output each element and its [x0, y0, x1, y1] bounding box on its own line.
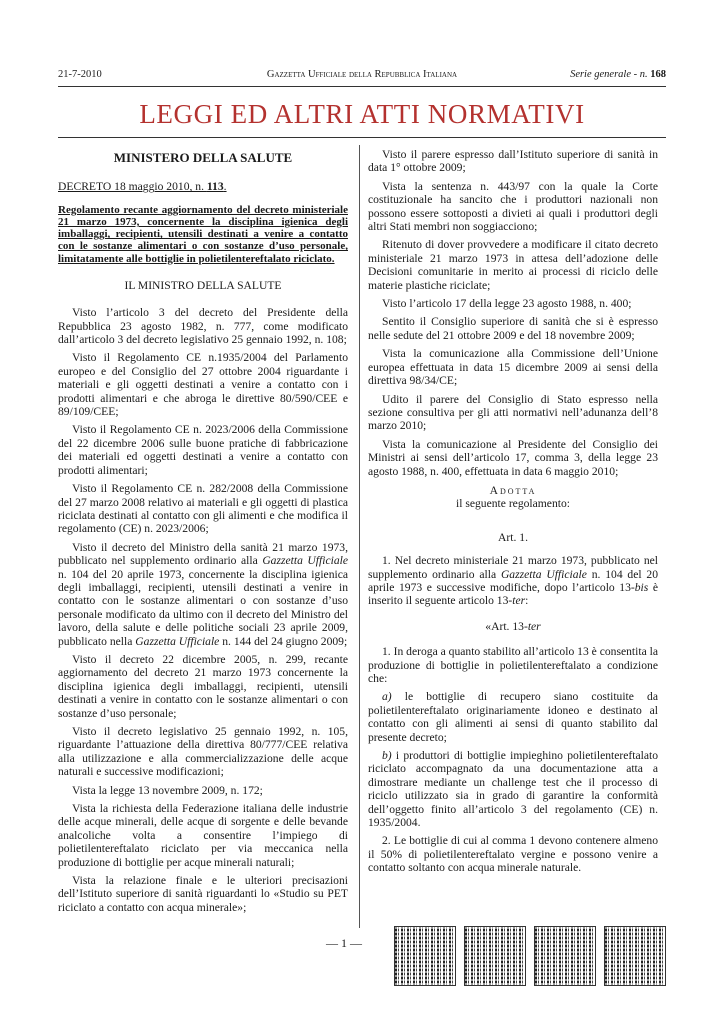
adotta-heading: Adotta: [489, 483, 537, 497]
recital-14: Visto l’articolo 17 della legge 23 agosto 1988, n. 400;: [382, 297, 632, 311]
decree-subject: Regolamento recante aggiornamento del decreto ministeriale 21 marzo 1973, concernente la disciplina igienica degli imballaggi, recipienti, utensili destinati a venire a contatto con le sostanze alimentari o con sostanze d’uso personale, limitatamente alle bottiglie in polietilentereftalato riciclato.: [58, 203, 348, 265]
decree-date: DECRETO 18 maggio 2010, n.: [58, 180, 207, 194]
article-1-text-b: n. 104 del 20 aprile 1973 e successive modifiche, dopo l’articolo 13-: [368, 567, 659, 594]
title-rule: [58, 137, 666, 138]
article-1-text: [368, 554, 658, 608]
recital-9: Vista la richiesta della Federazione italiana delle industrie delle acque minerali, delle acque di sorgente e delle bevande analcoliche volta a consentire l’impiego di polietilentereftalato riciclato per via meccanica nella produzione di bottiglie per acque minerali naturali;: [58, 802, 348, 869]
comma-2: 2. Le bottiglie di cui al comma 1 devono contenere almeno il 50% di polietilentereftalato vergine e possono venire a contatto soltanto con acqua minerale naturale.: [368, 834, 658, 875]
article-13ter-prefix: «Art. 13-: [485, 619, 528, 633]
recital-2: Visto il Regolamento CE n.1935/2004 del Parlamento europeo e del Consiglio del 27 ottobre 2004 riguardante i materiali e gli oggetti destinati a venire a contatto con i prodotti alimentari e che abroga le direttive 80/590/CEE e 89/109/CEE;: [58, 351, 348, 419]
left-column: [58, 148, 348, 919]
datamatrix-code-4: [604, 926, 666, 986]
issue-date: 21-7-2010: [58, 69, 102, 80]
recital-11: Visto il parere espresso dall’Istituto superiore di sanità in data 1° ottobre 2009;: [368, 148, 658, 175]
recital-4: Visto il Regolamento CE n. 282/2008 della Commissione del 27 marzo 2008 relativo ai materiali e gli oggetti di plastica riciclata destinati al contatto con gli alimenti e che modifica il regolamento (CE) n. 2023/2006;: [58, 482, 348, 536]
recital-13: Ritenuto di dover provvedere a modificare il citato decreto ministeriale 21 marzo 1973 in attesa dell’adozione delle Decisioni comunitarie in merito ai processi di riciclo delle materie plastiche riciclate;: [368, 238, 658, 292]
column-divider: [359, 145, 360, 928]
recital-3: Visto il Regolamento CE n. 2023/2006 della Commissione del 22 dicembre 2006 sulle buone pratiche di fabbricazione dei materiali ed oggetti destinati a venire a contatto con prodotti alimentari;: [58, 423, 348, 477]
comma-1-a-label: a): [382, 690, 392, 704]
comma-1-b-label: b): [382, 749, 392, 763]
article-13ter-heading: [368, 620, 658, 633]
datamatrix-code-1: [394, 926, 456, 986]
minister-heading: IL MINISTRO DELLA SALUTE: [124, 278, 282, 292]
datamatrix-code-2: [464, 926, 526, 986]
ministry-heading: MINISTERO DELLA SALUTE: [113, 150, 293, 165]
recital-5-italic-b: Gazzetta Ufficiale: [135, 634, 220, 648]
comma-1-a: [368, 690, 658, 744]
article-1-text-d: :: [525, 594, 529, 608]
comma-1-a-text: le bottiglie di recupero siano costituite da polietilentereftalato originariamente idoneo e destinato al contatto con gli alimenti ai sensi di quanto stabilito dal presente decreto;: [368, 690, 658, 744]
article-1-italic: Gazzetta Ufficiale: [500, 567, 587, 581]
comma-1: 1. In deroga a quanto stabilito all’articolo 13 è consentita la produzione di bottiglie in polietilentereftalato a condizione che:: [368, 645, 658, 685]
recital-6: Visto il decreto 22 dicembre 2005, n. 299, recante aggiornamento del decreto 21 marzo 1973 concernente la disciplina igienica degli imballaggi, recipienti, utensili destinati a venire in contatto con le sostanze alimentari o con sostanze d’uso personale;: [58, 652, 348, 720]
article-1-text-a: 1. Nel decreto ministeriale 21 marzo 1973, pubblicato nel supplemento ordinario alla: [368, 554, 658, 581]
recital-7: Visto il decreto legislativo 25 gennaio 1992, n. 105, riguardante l’attuazione della direttiva 80/777/CEE relativa alla utilizzazione e alla commercializzazione delle acque naturali e successive modificazioni;: [58, 725, 348, 779]
recital-12: Vista la sentenza n. 443/97 con la quale la Corte costituzionale ha sancito che i produttori nazionali non possono essere sottoposti a divieti ai quali i produttori degli altri Stati membri non soggiacciono;: [368, 179, 658, 234]
recital-16: Vista la comunicazione alla Commissione dell’Unione europea effettuata in data 15 dicembre 2009 ai sensi della direttiva 98/34/CE;: [368, 347, 658, 388]
article-1-text-c: è inserito il seguente articolo 13-: [368, 580, 659, 608]
article-13ter-suffix: ter: [527, 619, 541, 633]
right-column: [368, 148, 658, 880]
running-header: [58, 69, 666, 83]
recital-15: Sentito il Consiglio superiore di sanità che si è espresso nelle sedute del 21 ottobre 2009 e del 18 novembre 2009;: [368, 315, 658, 342]
section-title: LEGGI ED ALTRI ATTI NORMATIVI: [139, 99, 585, 129]
series-info: [570, 69, 666, 80]
number-prefix: - n.: [633, 69, 648, 80]
decree-number: 113: [206, 180, 224, 194]
comma-1-b: [368, 749, 658, 829]
comma-1-b-text: i produttori di bottiglie impieghino polietilentereftalato riciclato accompagnato da una documentazione atta a dimostrare mediante un challenge test che il processo di riciclo utilizzato sia in grado di garantire la conformità dell’oggetto finito all’articolo 3 del regolamento (CE) n. 1935/2004.: [368, 749, 658, 830]
publication-name: Gazzetta Ufficiale della Repubblica Italiana: [266, 69, 458, 80]
recital-17: Udito il parere del Consiglio di Stato espresso nella sezione consultiva per gli atti normativi nell’adunanza dell’8 marzo 2010;: [368, 392, 658, 433]
datamatrix-code-3: [534, 926, 596, 986]
header-rule: [58, 86, 666, 87]
recital-1: Visto l’articolo 3 del decreto del Presidente della Repubblica 23 agosto 1982, n. 777, come modificato dall’articolo 3 del decreto legislativo 25 gennaio 1992, n. 108;: [58, 306, 348, 347]
recital-5-text-b: n. 104 del 20 aprile 1973, concernente la disciplina igienica degli imballaggi, recipienti, utensili destinati a venire in contatto con le sostanze alimentari o con sostanze d’uso personale modificato da ultimo con il decreto del Ministro del lavoro, della salute e delle politiche sociali 23 aprile 2009, pubblicato nella: [58, 567, 348, 648]
recital-8: Vista la legge 13 novembre 2009, n. 172;: [72, 783, 263, 797]
recital-10: Vista la relazione finale e le ulteriori precisazioni dell’Istituto superiore di sanità riguardanti lo «Studio su PET riciclato a contatto con acqua minerale»;: [58, 874, 348, 914]
page-number: — 1 —: [326, 936, 362, 950]
decree-reference: [58, 180, 348, 193]
recital-5-text-c: n. 144 del 24 giugno 2009;: [219, 634, 348, 648]
article-1-ter: ter: [512, 594, 526, 608]
issue-number: 168: [650, 69, 666, 80]
recital-5-text-a: Visto il decreto del Ministro della sanità 21 marzo 1973, pubblicato nel supplemento ordinario alla: [58, 540, 348, 568]
article-1-heading: Art. 1.: [498, 530, 528, 544]
recital-5-italic-a: Gazzetta Ufficiale: [262, 554, 349, 568]
decree-end: .: [223, 180, 227, 194]
series-label: Serie generale: [570, 69, 631, 80]
recital-5: [58, 541, 348, 648]
article-1-bis: bis: [634, 580, 649, 594]
adotta-subheading: il seguente regolamento:: [456, 497, 570, 511]
recital-18: Vista la comunicazione al Presidente del Consiglio dei Ministri ai sensi dell’articolo 17, comma 3, della legge 23 agosto 1988, n. 400, effettuata in data 6 maggio 2010;: [368, 437, 658, 478]
